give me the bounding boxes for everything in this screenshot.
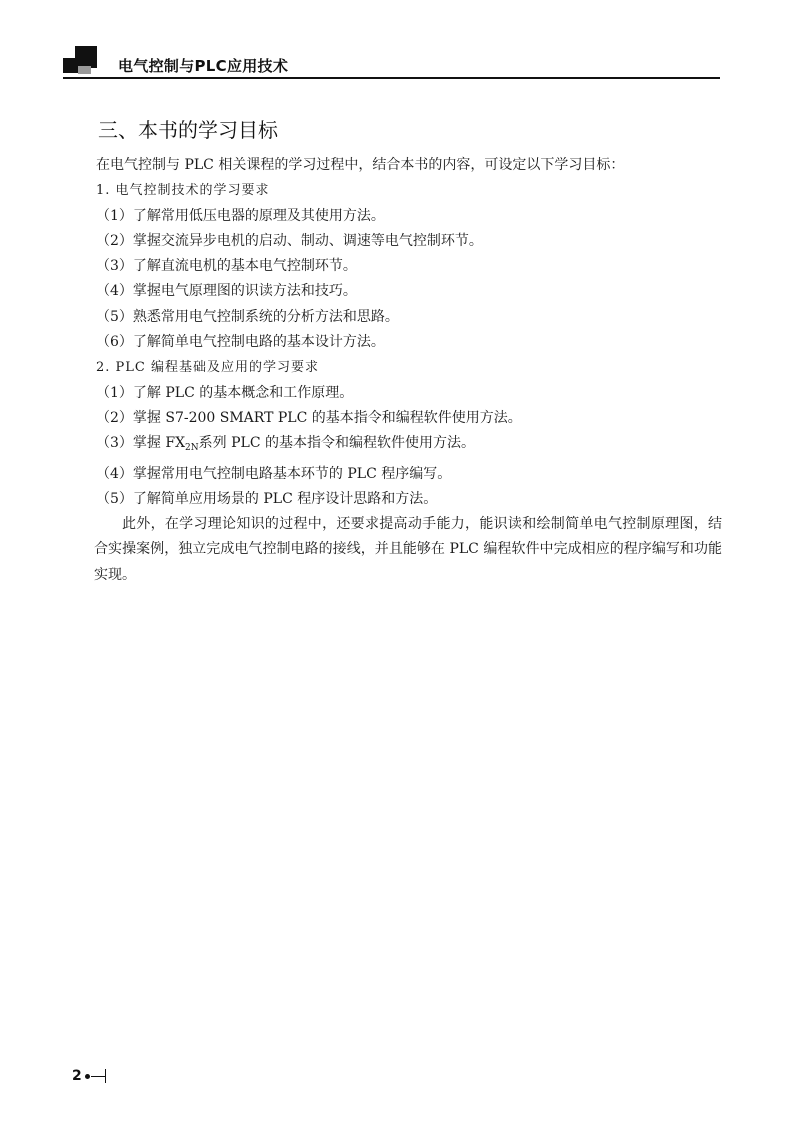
subscript-2n: 2N xyxy=(185,443,199,454)
section-title: 三、本书的学习目标 xyxy=(98,118,278,142)
logo-block-gray xyxy=(78,66,91,74)
list-item: （5）了解简单应用场景的 PLC 程序设计思路和方法。 xyxy=(96,490,438,507)
list-item: （4）掌握电气原理图的识读方法和技巧。 xyxy=(96,283,357,300)
header-rule xyxy=(63,77,720,79)
footer-rule xyxy=(91,1076,105,1077)
page-number: 2 xyxy=(72,1068,82,1084)
list-item: （6）了解简单电气控制电路的基本设计方法。 xyxy=(96,334,385,351)
list-item: （5）熟悉常用电气控制系统的分析方法和思路。 xyxy=(96,308,399,325)
list-item xyxy=(96,431,722,461)
footer-dot-icon xyxy=(85,1074,90,1079)
header-logo xyxy=(63,44,107,76)
list-item: （4）掌握常用电气控制电路基本环节的 PLC 程序编写。 xyxy=(96,465,452,482)
running-header-title: 电气控制与PLC应用技术 xyxy=(118,57,289,75)
logo-block-small xyxy=(63,58,78,73)
body-content xyxy=(96,153,722,588)
footer-tick xyxy=(105,1069,106,1083)
intro-paragraph: 在电气控制与 PLC 相关课程的学习过程中，结合本书的内容，可设定以下学习目标： xyxy=(96,157,625,173)
logo-block-large xyxy=(75,46,97,68)
list-item: （1）了解 PLC 的基本概念和工作原理。 xyxy=(96,384,354,401)
list-item: （2）掌握交流异步电机的启动、制动、调速等电气控制环节。 xyxy=(96,232,483,249)
list-item-rest: 系列 PLC 的基本指令和编程软件使用方法。 xyxy=(198,435,475,452)
list-item: （2）掌握 S7-200 SMART PLC 的基本指令和编程软件使用方法。 xyxy=(96,409,522,426)
group1-heading: 1. 电气控制技术的学习要求 xyxy=(96,183,270,199)
group2-heading: 2. PLC 编程基础及应用的学习要求 xyxy=(96,360,319,376)
list-item: （1）了解常用低压电器的原理及其使用方法。 xyxy=(96,207,385,224)
closing-paragraph: 此外，在学习理论知识的过程中，还要求提高动手能力，能识读和绘制简单电气控制原理图，结合实操案例，独立完成电气控制电路的接线，并且能够在 PLC 编程软件中完成相应的程序编写和功能实现。 xyxy=(94,516,722,583)
list-item: （3）了解直流电机的基本电气控制环节。 xyxy=(96,258,357,275)
list-item-lead: （3）掌握 FX xyxy=(96,435,186,452)
page-footer xyxy=(72,1068,106,1084)
